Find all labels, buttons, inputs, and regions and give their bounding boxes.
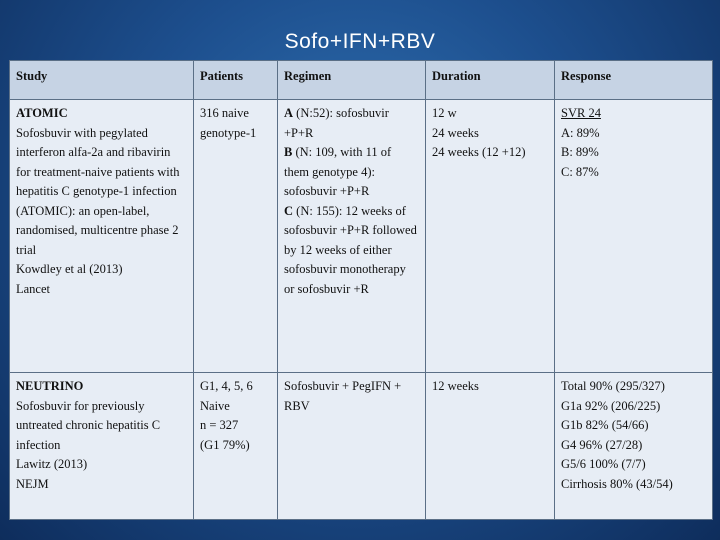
arm-b-label: B xyxy=(284,145,293,159)
duration-line: 12 weeks xyxy=(432,379,479,393)
arm-c-label: C xyxy=(284,203,294,218)
study-description: Sofosbuvir for previously untreated chronic hepatitis C infection xyxy=(16,398,161,452)
study-authors: Lawitz (2013) xyxy=(16,457,88,471)
study-name: ATOMIC xyxy=(16,106,68,120)
arm-b-text: (N: 109, with 11 of them genotype 4): sofosbuvir +P+R xyxy=(284,145,392,198)
patients-line: n = 327 xyxy=(200,418,239,432)
table-row xyxy=(10,100,713,373)
study-description: Sofosbuvir with pegylated interferon alfa-2a and ribavirin for treatment-naive patients with hepatitis C genotype-1 infection (ATOMIC): an open-label, randomised, multicentre phase 2 trial xyxy=(16,125,180,257)
study-cell xyxy=(10,373,194,520)
arm-c-text: (N: 155): 12 weeks of sofosbuvir +P+R followed by 12 weeks of either sofosbuvir monotherapy or sofosbuvir +R xyxy=(284,203,417,296)
response-line: G1b 82% (54/66) xyxy=(561,418,649,432)
duration-cell xyxy=(426,373,555,520)
response-cell xyxy=(555,100,713,373)
regimen-arm-c xyxy=(284,202,419,300)
duration-line: 24 weeks xyxy=(432,125,479,140)
response-line: B: 89% xyxy=(561,145,599,159)
table-header-row xyxy=(10,61,713,100)
study-table xyxy=(9,60,713,520)
study-cell xyxy=(10,100,194,373)
duration-line: 12 w xyxy=(432,106,457,120)
regimen-cell xyxy=(278,100,426,373)
regimen-arm-b xyxy=(284,143,419,202)
study-journal: NEJM xyxy=(16,476,49,491)
response-line: G4 96% (27/28) xyxy=(561,437,643,452)
regimen-text: Sofosbuvir + PegIFN + RBV xyxy=(284,379,402,413)
arm-a-text: (N:52): sofosbuvir +P+R xyxy=(284,106,389,140)
study-journal: Lancet xyxy=(16,281,51,296)
header-regimen: Regimen xyxy=(278,61,426,100)
patients-cell xyxy=(194,373,278,520)
arm-a-label: A xyxy=(284,106,294,120)
response-line: A: 89% xyxy=(561,125,600,140)
header-duration: Duration xyxy=(426,61,555,100)
response-line: Total 90% (295/327) xyxy=(561,379,665,393)
study-name: NEUTRINO xyxy=(16,379,84,393)
response-cell xyxy=(555,373,713,520)
regimen-arm-a xyxy=(284,104,419,143)
header-response: Response xyxy=(555,61,713,100)
patients-cell xyxy=(194,100,278,373)
response-line: C: 87% xyxy=(561,164,599,179)
duration-cell xyxy=(426,100,555,373)
response-line: G1a 92% (206/225) xyxy=(561,398,661,413)
regimen-cell xyxy=(278,373,426,520)
response-line: G5/6 100% (7/7) xyxy=(561,457,646,471)
patients-line: Naive xyxy=(200,398,230,413)
patients-line: G1, 4, 5, 6 xyxy=(200,379,253,393)
header-patients: Patients xyxy=(194,61,278,100)
duration-line: 24 weeks (12 +12) xyxy=(432,145,526,159)
slide-title: Sofo+IFN+RBV xyxy=(284,30,436,53)
patients-line: genotype-1 xyxy=(200,125,257,140)
response-heading: SVR 24 xyxy=(561,106,601,120)
patients-line: (G1 79%) xyxy=(200,437,250,452)
table-row xyxy=(10,373,713,520)
study-authors: Kowdley et al (2013) xyxy=(16,262,123,276)
patients-line: 316 naive xyxy=(200,106,249,120)
response-line: Cirrhosis 80% (43/54) xyxy=(561,476,673,491)
header-study: Study xyxy=(10,61,194,100)
